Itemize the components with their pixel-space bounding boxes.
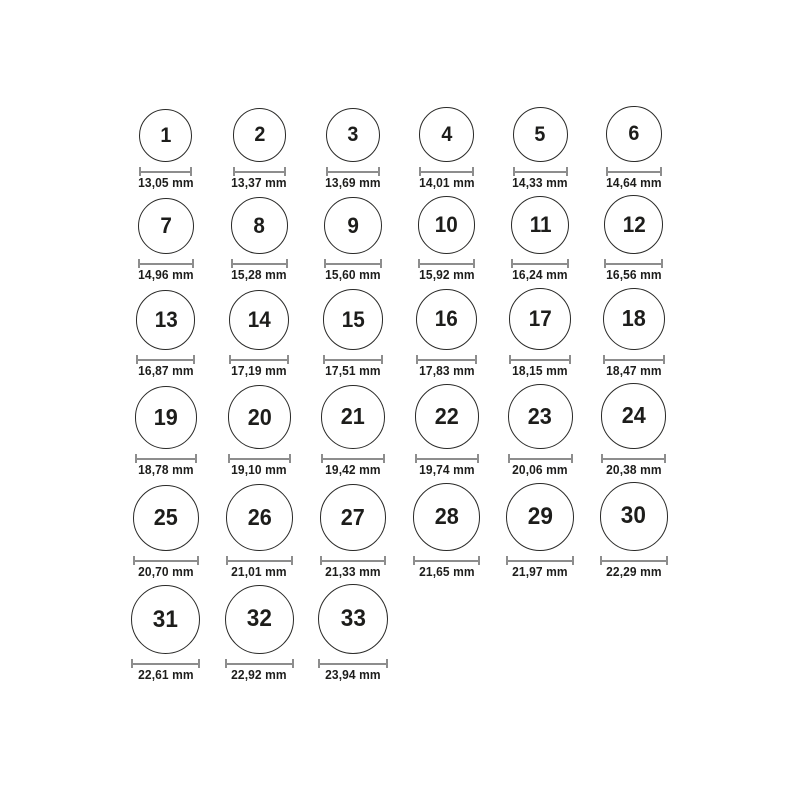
ring-size-number: 22 [434,403,459,429]
ring-size-chart [119,0,681,684]
diameter-label: 16,87 mm [138,363,194,378]
ring-size-row [119,288,681,380]
ring-circle [139,109,192,162]
ring-size-number: 4 [441,122,453,146]
diameter-label: 21,33 mm [325,564,381,579]
ring-circle [604,195,663,254]
ring-circle [606,106,662,162]
ring-size-number: 16 [435,306,459,332]
diameter-label: 20,06 mm [512,462,568,477]
diameter-label: 19,42 mm [325,462,381,477]
ring-circle [326,108,380,162]
ring-size-number: 9 [347,212,359,238]
diameter-label: 14,33 mm [512,175,568,190]
ring-size-number: 6 [628,122,640,146]
ring-size-cell [493,384,587,478]
ring-circle [513,107,568,162]
ring-size-cell [213,108,307,191]
ring-circle [226,484,292,550]
ring-size-number: 23 [528,402,553,429]
ring-circle [233,108,287,162]
ring-size-number: 5 [534,122,546,146]
ring-circle [413,483,480,550]
diameter-label: 18,78 mm [138,462,194,477]
ring-size-row [119,482,681,580]
diameter-dimension-line [320,560,387,562]
ring-size-number: 8 [253,212,266,238]
ring-circle [323,289,383,349]
ring-size-number: 33 [340,605,366,633]
ring-circle [228,385,291,448]
ring-circle [131,585,200,654]
ring-size-cell [213,197,307,283]
diameter-label: 20,38 mm [606,462,662,477]
diameter-label: 22,92 mm [231,668,288,683]
ring-circle [415,384,479,448]
ring-size-cell [119,198,213,284]
ring-size-number: 13 [154,307,178,333]
diameter-dimension-line [509,359,571,361]
diameter-dimension-line [131,663,200,665]
ring-size-cell [119,386,213,478]
diameter-label: 13,37 mm [231,175,288,190]
ring-size-cell [119,485,213,580]
diameter-dimension-line [606,171,662,173]
ring-circle [231,197,288,254]
ring-circle [138,198,194,254]
ring-size-number: 15 [341,306,365,332]
diameter-label: 17,83 mm [418,363,475,378]
ring-size-number: 20 [247,403,272,430]
ring-circle [321,385,385,449]
ring-size-cell [213,385,307,478]
ring-size-cell [587,195,681,283]
diameter-label: 17,51 mm [325,363,381,378]
ring-size-cell [306,584,400,684]
ring-size-cell [587,383,681,478]
ring-size-cell [587,482,681,580]
ring-size-cell [213,290,307,380]
ring-size-cell [306,385,400,478]
ring-size-cell [306,197,400,284]
diameter-dimension-line [416,359,477,361]
ring-circle [324,197,381,254]
ring-size-number: 31 [153,605,179,633]
ring-size-cell [306,484,400,580]
ring-size-number: 19 [153,403,178,430]
diameter-dimension-line [413,560,480,562]
ring-size-number: 29 [527,502,553,530]
diameter-label: 17,19 mm [231,363,288,378]
diameter-dimension-line [133,560,199,562]
ring-circle [136,290,195,349]
ring-size-number: 21 [340,403,366,430]
ring-size-cell [213,484,307,580]
ring-size-cell [493,483,587,580]
ring-size-row [119,106,681,191]
diameter-dimension-line [508,458,573,460]
ring-circle [229,290,289,350]
diameter-label: 16,56 mm [606,268,662,283]
diameter-label: 14,64 mm [606,175,662,190]
diameter-label: 15,28 mm [231,268,288,283]
diameter-dimension-line [138,263,194,265]
ring-size-number: 27 [340,503,365,530]
ring-circle [318,584,388,654]
diameter-dimension-line [419,171,474,173]
diameter-label: 14,01 mm [418,175,475,190]
ring-circle [320,484,387,551]
diameter-dimension-line [136,359,195,361]
ring-circle [418,196,476,254]
ring-size-number: 7 [160,213,172,239]
diameter-label: 22,29 mm [606,564,662,579]
diameter-dimension-line [226,560,292,562]
ring-circle [416,289,477,350]
ring-size-cell [587,106,681,191]
diameter-dimension-line [418,263,476,265]
ring-size-cell [400,196,494,283]
diameter-label: 21,65 mm [418,564,475,579]
diameter-label: 19,10 mm [231,462,288,477]
diameter-dimension-line [139,171,192,173]
ring-size-cell [400,107,494,191]
diameter-dimension-line [324,263,381,265]
ring-size-number: 26 [247,503,272,530]
ring-size-cell [306,108,400,192]
ring-size-cell [587,288,681,380]
diameter-label: 15,92 mm [418,268,475,283]
ring-circle [509,288,571,350]
diameter-label: 16,24 mm [512,268,568,283]
ring-circle [603,288,665,350]
diameter-dimension-line [229,359,289,361]
ring-circle [601,383,666,448]
ring-size-number: 3 [347,123,359,147]
diameter-dimension-line [600,560,668,562]
ring-size-number: 17 [528,305,552,331]
diameter-label: 18,15 mm [512,363,568,378]
diameter-dimension-line [603,359,665,361]
ring-size-number: 25 [153,504,178,531]
diameter-label: 15,60 mm [325,268,381,283]
ring-size-number: 1 [160,123,172,147]
diameter-label: 21,01 mm [231,564,288,579]
ring-size-number: 10 [435,212,459,238]
diameter-dimension-line [321,458,385,460]
ring-size-number: 32 [246,605,272,633]
diameter-label: 20,70 mm [138,564,194,579]
ring-circle [225,585,294,654]
ring-size-cell [213,585,307,684]
ring-size-cell [306,289,400,379]
ring-size-cell [400,483,494,580]
ring-size-number: 11 [529,211,552,237]
ring-size-number: 30 [621,502,647,530]
diameter-label: 14,96 mm [138,268,194,283]
diameter-dimension-line [601,458,666,460]
ring-size-cell [119,585,213,684]
ring-size-cell [400,384,494,478]
ring-circle [506,483,574,551]
diameter-dimension-line [511,263,569,265]
diameter-dimension-line [233,171,287,173]
ring-size-number: 24 [621,402,646,429]
diameter-label: 21,97 mm [512,564,568,579]
ring-circle [508,384,573,449]
ring-size-cell [400,289,494,380]
ring-size-cell [119,290,213,379]
diameter-label: 13,05 mm [138,175,194,190]
diameter-dimension-line [513,171,568,173]
ring-circle [135,386,198,449]
ring-circle [511,196,569,254]
diameter-dimension-line [415,458,479,460]
ring-size-number: 28 [434,503,459,530]
diameter-label: 18,47 mm [606,363,662,378]
ring-circle [419,107,474,162]
ring-size-cell [493,107,587,192]
ring-size-row [119,383,681,478]
ring-size-number: 12 [622,211,646,237]
ring-size-number: 18 [621,305,646,332]
ring-size-row [119,195,681,283]
diameter-dimension-line [506,560,574,562]
diameter-dimension-line [228,458,291,460]
diameter-label: 22,61 mm [138,668,194,683]
ring-size-cell [119,109,213,192]
diameter-dimension-line [225,663,294,665]
ring-size-number: 14 [247,306,271,332]
ring-circle [600,482,668,550]
ring-size-cell [493,196,587,284]
diameter-label: 13,69 mm [325,175,381,190]
ring-size-cell [493,288,587,379]
diameter-dimension-line [604,263,663,265]
ring-circle [133,485,199,551]
ring-size-number: 2 [253,123,265,147]
diameter-dimension-line [231,263,288,265]
diameter-dimension-line [318,663,388,665]
diameter-label: 23,94 mm [325,668,381,683]
diameter-label: 19,74 mm [418,462,475,477]
diameter-dimension-line [326,171,380,173]
diameter-dimension-line [323,359,383,361]
ring-size-row [119,584,681,684]
diameter-dimension-line [135,458,198,460]
